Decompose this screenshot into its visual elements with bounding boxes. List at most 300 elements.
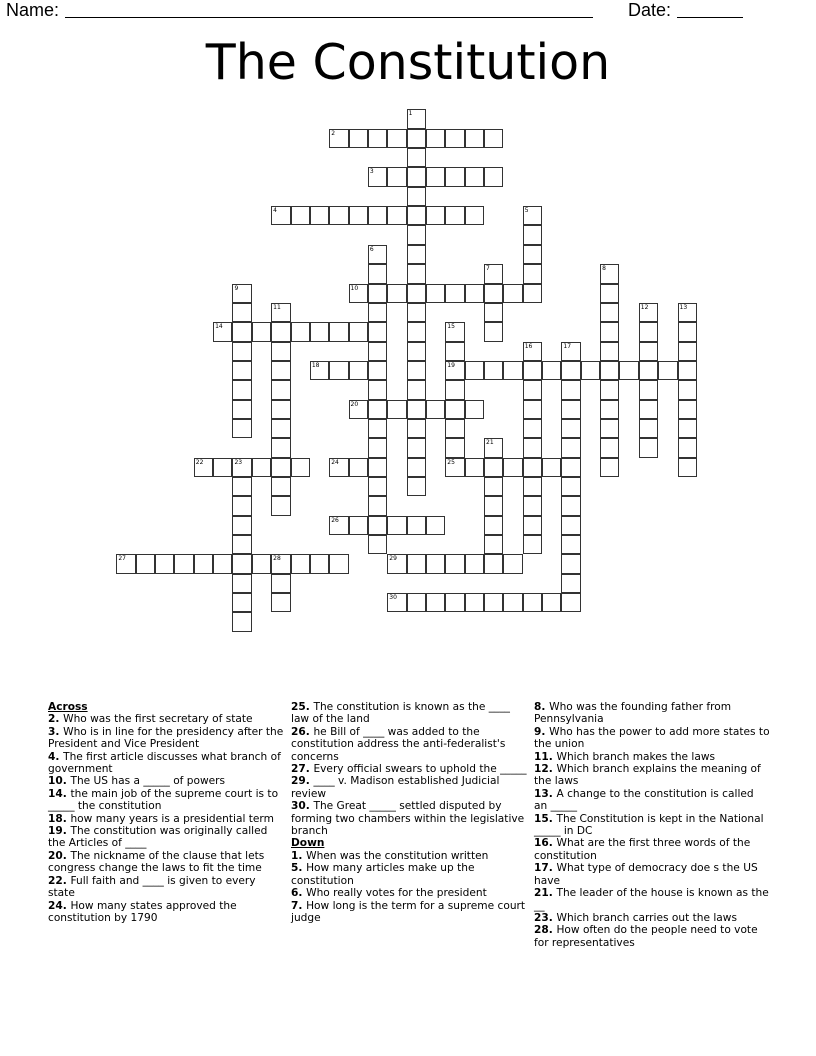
grid-cell[interactable] <box>407 109 426 128</box>
grid-cell[interactable] <box>232 477 251 496</box>
grid-cell[interactable] <box>387 516 406 535</box>
grid-cell[interactable] <box>407 206 426 225</box>
grid-cell[interactable] <box>465 361 484 380</box>
clue-num: 1 <box>291 849 299 862</box>
grid-cell[interactable] <box>349 322 368 341</box>
grid-cell[interactable] <box>368 284 387 303</box>
grid-cell[interactable] <box>368 303 387 322</box>
grid-cell[interactable] <box>445 284 464 303</box>
grid-cell[interactable] <box>445 206 464 225</box>
clue-num: 6 <box>291 887 299 900</box>
clue-text: ____ v. Madison established Judicial review <box>291 775 500 800</box>
grid-cell[interactable] <box>445 380 464 399</box>
grid-cell[interactable] <box>484 477 503 496</box>
grid-cell[interactable] <box>503 554 522 573</box>
grid-cell[interactable] <box>561 419 580 438</box>
grid-cell[interactable] <box>600 438 619 457</box>
grid-cell[interactable] <box>600 342 619 361</box>
grid-cell[interactable] <box>310 206 329 225</box>
grid-cell[interactable] <box>445 419 464 438</box>
grid-cell[interactable] <box>484 438 503 457</box>
clue-down: 17. What type of democracy doe s the US have <box>534 862 758 887</box>
clue-number: 24 <box>331 458 339 466</box>
grid-cell[interactable] <box>561 574 580 593</box>
clue-number: 6 <box>369 245 374 253</box>
clue-text: the main job of the supreme court is to _____ the constitution <box>48 787 279 813</box>
grid-cell[interactable] <box>445 438 464 457</box>
clue-text: How long is the term for a supreme court judge <box>291 899 526 924</box>
grid-cell[interactable] <box>678 342 697 361</box>
grid-cell[interactable] <box>426 554 445 573</box>
grid-cell[interactable] <box>445 554 464 573</box>
grid-cell[interactable] <box>600 380 619 399</box>
grid-cell[interactable] <box>426 167 445 186</box>
grid-cell[interactable] <box>271 574 290 593</box>
clue-text: The US has a _____ of powers <box>70 775 226 788</box>
grid-cell[interactable] <box>639 400 658 419</box>
grid-cell[interactable] <box>232 574 251 593</box>
clue-number: 2 <box>331 129 336 137</box>
clue-num: 21 <box>534 887 549 900</box>
grid-cell[interactable] <box>523 477 542 496</box>
grid-cell[interactable] <box>271 400 290 419</box>
grid-cell[interactable] <box>523 593 542 612</box>
crossword-grid <box>117 110 698 634</box>
grid-cell[interactable] <box>368 206 387 225</box>
grid-cell[interactable] <box>561 535 580 554</box>
grid-cell[interactable] <box>600 361 619 380</box>
grid-cell[interactable] <box>291 322 310 341</box>
grid-cell[interactable] <box>232 554 251 573</box>
clue-down: 6. Who really votes for the president <box>291 887 487 900</box>
clue-number: 25 <box>447 458 455 466</box>
grid-cell[interactable] <box>678 400 697 419</box>
grid-cell[interactable] <box>465 284 484 303</box>
grid-cell[interactable] <box>503 284 522 303</box>
clue-num: 3 <box>48 725 56 738</box>
grid-cell[interactable] <box>600 284 619 303</box>
grid-cell[interactable] <box>407 187 426 206</box>
grid-cell[interactable] <box>600 322 619 341</box>
grid-cell[interactable] <box>465 167 484 186</box>
grid-cell[interactable] <box>368 458 387 477</box>
grid-cell[interactable] <box>581 361 600 380</box>
grid-cell[interactable] <box>329 554 348 573</box>
grid-cell[interactable] <box>678 303 697 322</box>
grid-cell[interactable] <box>484 496 503 515</box>
clue-text: Who has the power to add more states to the union <box>534 725 770 751</box>
grid-cell[interactable] <box>465 129 484 148</box>
grid-cell[interactable] <box>407 400 426 419</box>
clue-num: 8 <box>534 701 542 713</box>
grid-cell[interactable] <box>116 554 135 573</box>
grid-cell[interactable] <box>407 554 426 573</box>
clue-down: 13. A change to the constitution is called an _____ <box>534 787 754 813</box>
grid-cell[interactable] <box>349 284 368 303</box>
grid-cell[interactable] <box>232 400 251 419</box>
grid-cell[interactable] <box>407 322 426 341</box>
clue-number: 7 <box>486 265 490 273</box>
grid-cell[interactable] <box>271 361 290 380</box>
grid-cell[interactable] <box>600 264 619 283</box>
grid-cell[interactable] <box>426 516 445 535</box>
clue-across: 22. Full faith and ____ is given to every state <box>48 874 256 900</box>
date-field[interactable] <box>628 0 743 21</box>
grid-cell[interactable] <box>349 206 368 225</box>
grid-cell[interactable] <box>368 264 387 283</box>
clue-number: 12 <box>640 303 649 311</box>
grid-cell[interactable] <box>484 322 503 341</box>
grid-cell[interactable] <box>232 303 251 322</box>
grid-cell[interactable] <box>542 361 561 380</box>
clue-column-1 <box>48 701 284 924</box>
grid-cell[interactable] <box>407 303 426 322</box>
grid-cell[interactable] <box>523 284 542 303</box>
clue-num: 25 <box>291 701 306 713</box>
grid-cell[interactable] <box>484 129 503 148</box>
grid-cell[interactable] <box>484 264 503 283</box>
grid-cell[interactable] <box>484 303 503 322</box>
grid-cell[interactable] <box>252 322 271 341</box>
grid-cell[interactable] <box>232 458 251 477</box>
grid-cell[interactable] <box>271 380 290 399</box>
name-field[interactable] <box>6 0 593 21</box>
grid-cell[interactable] <box>678 419 697 438</box>
grid-cell[interactable] <box>600 458 619 477</box>
grid-cell[interactable] <box>368 129 387 148</box>
grid-cell[interactable] <box>329 516 348 535</box>
grid-cell[interactable] <box>678 322 697 341</box>
grid-cell[interactable] <box>349 400 368 419</box>
grid-cell[interactable] <box>639 419 658 438</box>
grid-cell[interactable] <box>407 148 426 167</box>
grid-cell[interactable] <box>523 458 542 477</box>
name-blank[interactable] <box>65 1 593 18</box>
grid-cell[interactable] <box>194 458 213 477</box>
grid-cell[interactable] <box>445 593 464 612</box>
grid-cell[interactable] <box>232 419 251 438</box>
clue-text: Who is in line for the presidency after the President and Vice President <box>48 725 284 751</box>
grid-cell[interactable] <box>503 593 522 612</box>
grid-cell[interactable] <box>368 438 387 457</box>
grid-cell[interactable] <box>465 206 484 225</box>
grid-cell[interactable] <box>291 206 310 225</box>
grid-cell[interactable] <box>600 400 619 419</box>
grid-cell[interactable] <box>445 342 464 361</box>
grid-cell[interactable] <box>503 458 522 477</box>
grid-cell[interactable] <box>678 438 697 457</box>
grid-cell[interactable] <box>639 303 658 322</box>
grid-cell[interactable] <box>503 361 522 380</box>
clue-number: 27 <box>118 555 126 563</box>
grid-cell[interactable] <box>232 322 251 341</box>
clue-text: The leader of the house is known as the __ <box>534 887 769 912</box>
grid-cell[interactable] <box>407 284 426 303</box>
grid-cell[interactable] <box>232 496 251 515</box>
grid-cell[interactable] <box>387 167 406 186</box>
grid-cell[interactable] <box>368 477 387 496</box>
grid-cell[interactable] <box>136 554 155 573</box>
grid-cell[interactable] <box>484 167 503 186</box>
grid-cell[interactable] <box>387 206 406 225</box>
date-blank[interactable] <box>677 1 743 18</box>
grid-cell[interactable] <box>174 554 193 573</box>
clue-number: 20 <box>350 400 359 408</box>
clue-num: 15 <box>534 812 549 825</box>
grid-cell[interactable] <box>407 264 426 283</box>
grid-cell[interactable] <box>426 206 445 225</box>
grid-cell[interactable] <box>368 380 387 399</box>
grid-cell[interactable] <box>561 477 580 496</box>
grid-cell[interactable] <box>368 419 387 438</box>
grid-cell[interactable] <box>561 496 580 515</box>
clue-text: Which branch makes the laws <box>556 750 716 763</box>
grid-cell[interactable] <box>407 419 426 438</box>
grid-cell[interactable] <box>407 516 426 535</box>
grid-cell[interactable] <box>407 361 426 380</box>
grid-cell[interactable] <box>368 535 387 554</box>
clue-text: Which branch carries out the laws <box>556 911 737 924</box>
grid-cell[interactable] <box>310 322 329 341</box>
grid-cell[interactable] <box>387 400 406 419</box>
grid-cell[interactable] <box>523 225 542 244</box>
grid-cell[interactable] <box>426 284 445 303</box>
grid-cell[interactable] <box>271 438 290 457</box>
grid-cell[interactable] <box>639 342 658 361</box>
grid-cell[interactable] <box>329 361 348 380</box>
clue-number: 16 <box>524 342 533 350</box>
clue-text: How many states approved the constitution by 1790 <box>48 899 237 924</box>
grid-cell[interactable] <box>349 361 368 380</box>
grid-cell[interactable] <box>349 516 368 535</box>
grid-cell[interactable] <box>561 342 580 361</box>
grid-cell[interactable] <box>639 380 658 399</box>
grid-cell[interactable] <box>445 129 464 148</box>
grid-cell[interactable] <box>561 593 580 612</box>
grid-cell[interactable] <box>542 458 561 477</box>
clue-text: he Bill of ____ was added to the constitution address the anti-federalist's concerns <box>291 725 506 763</box>
grid-cell[interactable] <box>368 167 387 186</box>
grid-cell[interactable] <box>523 264 542 283</box>
grid-cell[interactable] <box>523 206 542 225</box>
grid-cell[interactable] <box>465 593 484 612</box>
grid-cell[interactable] <box>426 593 445 612</box>
grid-cell[interactable] <box>523 419 542 438</box>
grid-cell[interactable] <box>155 554 174 573</box>
clue-down: 28. How often do the people need to vote for representatives <box>534 924 758 949</box>
grid-cell[interactable] <box>407 129 426 148</box>
grid-cell[interactable] <box>561 458 580 477</box>
grid-cell[interactable] <box>368 322 387 341</box>
grid-cell[interactable] <box>232 612 251 631</box>
grid-cell[interactable] <box>271 322 290 341</box>
grid-cell[interactable] <box>407 225 426 244</box>
grid-cell[interactable] <box>407 342 426 361</box>
grid-cell[interactable] <box>523 245 542 264</box>
grid-cell[interactable] <box>484 535 503 554</box>
clue-text: What are the first three words of the constitution <box>534 837 751 862</box>
grid-cell[interactable] <box>252 458 271 477</box>
grid-cell[interactable] <box>387 284 406 303</box>
clue-num: 14 <box>48 787 63 800</box>
grid-cell[interactable] <box>523 496 542 515</box>
grid-cell[interactable] <box>329 206 348 225</box>
grid-cell[interactable] <box>561 438 580 457</box>
clue-down: 12. Which branch explains the meaning of the laws <box>534 763 761 788</box>
grid-cell[interactable] <box>271 303 290 322</box>
grid-cell[interactable] <box>639 361 658 380</box>
clue-number: 9 <box>234 284 239 292</box>
grid-cell[interactable] <box>523 380 542 399</box>
grid-cell[interactable] <box>523 516 542 535</box>
grid-cell[interactable] <box>484 593 503 612</box>
grid-cell[interactable] <box>561 380 580 399</box>
grid-cell[interactable] <box>561 400 580 419</box>
name-label: Name: <box>6 0 60 20</box>
grid-cell[interactable] <box>561 554 580 573</box>
grid-cell[interactable] <box>291 554 310 573</box>
grid-cell[interactable] <box>678 380 697 399</box>
grid-cell[interactable] <box>639 322 658 341</box>
clue-num: 19 <box>48 825 63 838</box>
grid-cell[interactable] <box>445 400 464 419</box>
grid-cell[interactable] <box>232 380 251 399</box>
grid-cell[interactable] <box>252 554 271 573</box>
grid-cell[interactable] <box>484 554 503 573</box>
grid-cell[interactable] <box>426 400 445 419</box>
grid-cell[interactable] <box>271 477 290 496</box>
clue-across: 4. The first article discusses what branch of government <box>48 750 281 776</box>
grid-cell[interactable] <box>600 303 619 322</box>
grid-cell[interactable] <box>310 361 329 380</box>
grid-cell[interactable] <box>387 129 406 148</box>
grid-cell[interactable] <box>484 516 503 535</box>
grid-cell[interactable] <box>407 245 426 264</box>
grid-cell[interactable] <box>465 400 484 419</box>
grid-cell[interactable] <box>368 361 387 380</box>
grid-cell[interactable] <box>232 535 251 554</box>
clue-num: 28 <box>534 924 549 937</box>
clue-down: 15. The Constitution is kept in the National _____ in DC <box>534 812 764 838</box>
grid-cell[interactable] <box>271 458 290 477</box>
clue-num: 29 <box>291 775 306 788</box>
clue-number: 22 <box>195 458 204 466</box>
grid-cell[interactable] <box>232 284 251 303</box>
grid-cell[interactable] <box>368 342 387 361</box>
grid-cell[interactable] <box>271 496 290 515</box>
grid-cell[interactable] <box>368 496 387 515</box>
grid-cell[interactable] <box>407 438 426 457</box>
grid-cell[interactable] <box>407 167 426 186</box>
grid-cell[interactable] <box>213 458 232 477</box>
grid-cell[interactable] <box>349 458 368 477</box>
grid-cell[interactable] <box>407 593 426 612</box>
clue-number: 21 <box>486 439 494 447</box>
clue-number: 1 <box>408 110 413 118</box>
clue-across: 25. The constitution is known as the ____ law of the land <box>291 701 510 726</box>
grid-cell[interactable] <box>542 593 561 612</box>
grid-cell[interactable] <box>445 322 464 341</box>
grid-cell[interactable] <box>561 361 580 380</box>
clue-num: 7 <box>291 899 299 912</box>
grid-cell[interactable] <box>639 438 658 457</box>
grid-cell[interactable] <box>271 206 290 225</box>
clue-number: 8 <box>602 265 606 273</box>
grid-cell[interactable] <box>407 380 426 399</box>
grid-cell[interactable] <box>561 516 580 535</box>
grid-cell[interactable] <box>484 458 503 477</box>
grid-cell[interactable] <box>232 516 251 535</box>
grid-cell[interactable] <box>465 554 484 573</box>
grid-cell[interactable] <box>523 342 542 361</box>
clue-text: Who really votes for the president <box>306 887 487 900</box>
grid-cell[interactable] <box>329 129 348 148</box>
grid-cell[interactable] <box>387 554 406 573</box>
grid-cell[interactable] <box>291 458 310 477</box>
grid-cell[interactable] <box>523 438 542 457</box>
grid-cell[interactable] <box>213 554 232 573</box>
grid-cell[interactable] <box>523 361 542 380</box>
grid-cell[interactable] <box>678 361 697 380</box>
clue-number: 17 <box>563 342 572 350</box>
grid-cell[interactable] <box>600 419 619 438</box>
section-heading: Across <box>48 701 88 713</box>
clue-across: 3. Who is in line for the presidency after the President and Vice President <box>48 725 284 751</box>
clue-num: 22 <box>48 874 63 887</box>
grid-cell[interactable] <box>310 554 329 573</box>
grid-cell[interactable] <box>368 516 387 535</box>
grid-cell[interactable] <box>329 322 348 341</box>
clue-across: 14. the main job of the supreme court is to _____ the constitution <box>48 787 279 813</box>
grid-cell[interactable] <box>271 342 290 361</box>
grid-cell[interactable] <box>213 322 232 341</box>
grid-cell[interactable] <box>329 458 348 477</box>
grid-cell[interactable] <box>387 593 406 612</box>
grid-cell[interactable] <box>368 400 387 419</box>
grid-cell[interactable] <box>232 361 251 380</box>
grid-cell[interactable] <box>271 593 290 612</box>
clue-num: 23 <box>534 911 549 924</box>
grid-cell[interactable] <box>407 458 426 477</box>
grid-cell[interactable] <box>484 361 503 380</box>
grid-cell[interactable] <box>658 361 677 380</box>
grid-cell[interactable] <box>445 361 464 380</box>
grid-cell[interactable] <box>271 419 290 438</box>
grid-cell[interactable] <box>445 458 464 477</box>
grid-cell[interactable] <box>465 458 484 477</box>
grid-cell[interactable] <box>523 400 542 419</box>
grid-cell[interactable] <box>407 477 426 496</box>
grid-cell[interactable] <box>523 535 542 554</box>
page-title: The Constitution <box>205 34 611 91</box>
grid-cell[interactable] <box>484 284 503 303</box>
grid-cell[interactable] <box>271 554 290 573</box>
clue-text: The first article discusses what branch of government <box>48 750 281 776</box>
clue-text: How often do the people need to vote for representatives <box>534 924 758 949</box>
grid-cell[interactable] <box>368 245 387 264</box>
grid-cell[interactable] <box>232 593 251 612</box>
grid-cell[interactable] <box>426 129 445 148</box>
clue-text: The Constitution is kept in the National _____ in DC <box>534 812 764 838</box>
grid-cell[interactable] <box>445 167 464 186</box>
grid-cell[interactable] <box>678 458 697 477</box>
clue-across: 26. he Bill of ____ was added to the constitution address the anti-federalist's concerns <box>291 725 506 763</box>
grid-cell[interactable] <box>232 342 251 361</box>
grid-cell[interactable] <box>619 361 638 380</box>
clue-text: A change to the constitution is called an _____ <box>534 787 754 813</box>
grid-cell[interactable] <box>349 129 368 148</box>
grid-cell[interactable] <box>194 554 213 573</box>
